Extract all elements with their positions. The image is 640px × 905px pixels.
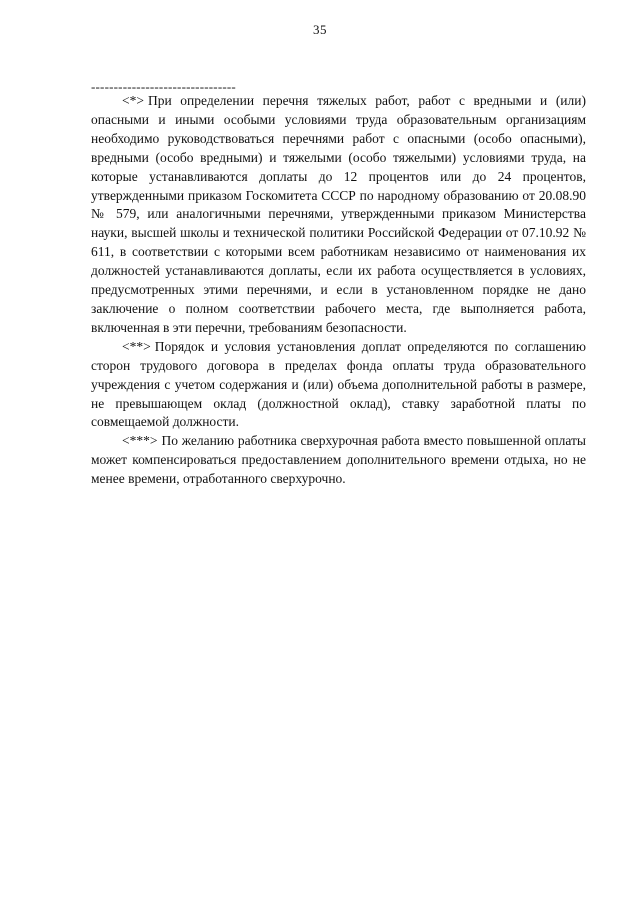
footnote-marker: <***>	[122, 433, 158, 449]
footnote-text: Порядок и условия установления доплат определяются по соглашению сторон трудового договора в пределах фонда оплаты труда образовательного учреждения с учетом содержания и (или) объема дополнительной работы в размере, не превышающем оклад (должностной оклад), ставку заработной платы по совмещаемой должности.	[91, 338, 586, 430]
footnote-3	[91, 432, 586, 489]
footnote-text: По желанию работника сверхурочная работа вместо повышенной оплаты может компенсироваться предоставлением дополнительного времени отдыха, но не менее времени, отработанного сверхурочно.	[91, 433, 586, 487]
footnotes-section	[91, 79, 586, 489]
page-number: 35	[313, 22, 327, 37]
footnote-1	[91, 92, 586, 338]
footnote-text: При определении перечня тяжелых работ, работ с вредными и (или) опасными и иными особыми условиями труда образовательным организациям необходимо руководствоваться перечнями работ с опасными (особо опасными), вредными (особо вредными) и тяжелыми (особо тяжелыми) условиями труда, на которые устанавливаются доплаты до 12 процентов или до 24 процентов, утвержденными приказом Госкомитета СССР по народному образованию от 20.08.90 № 579, или аналогичными перечнями, утвержденными приказом Министерства науки, высшей школы и технической политики Российской Федерации от 07.10.92 № 611, в соответствии с которыми всем работникам независимо от наименования их должностей устанавливаются доплаты, если их работа осуществляется в условиях, предусмотренных этими перечнями, и если в установленном порядке не дано заключение о полном соответствии рабочего места, где выполняется работа, включенная в эти перечни, требованиям безопасности.	[91, 93, 586, 335]
footnote-marker: <**>	[122, 338, 151, 354]
footnote-2	[91, 338, 586, 433]
footnote-marker: <*>	[122, 93, 144, 108]
footnote-separator: --------------------------------	[91, 79, 236, 94]
